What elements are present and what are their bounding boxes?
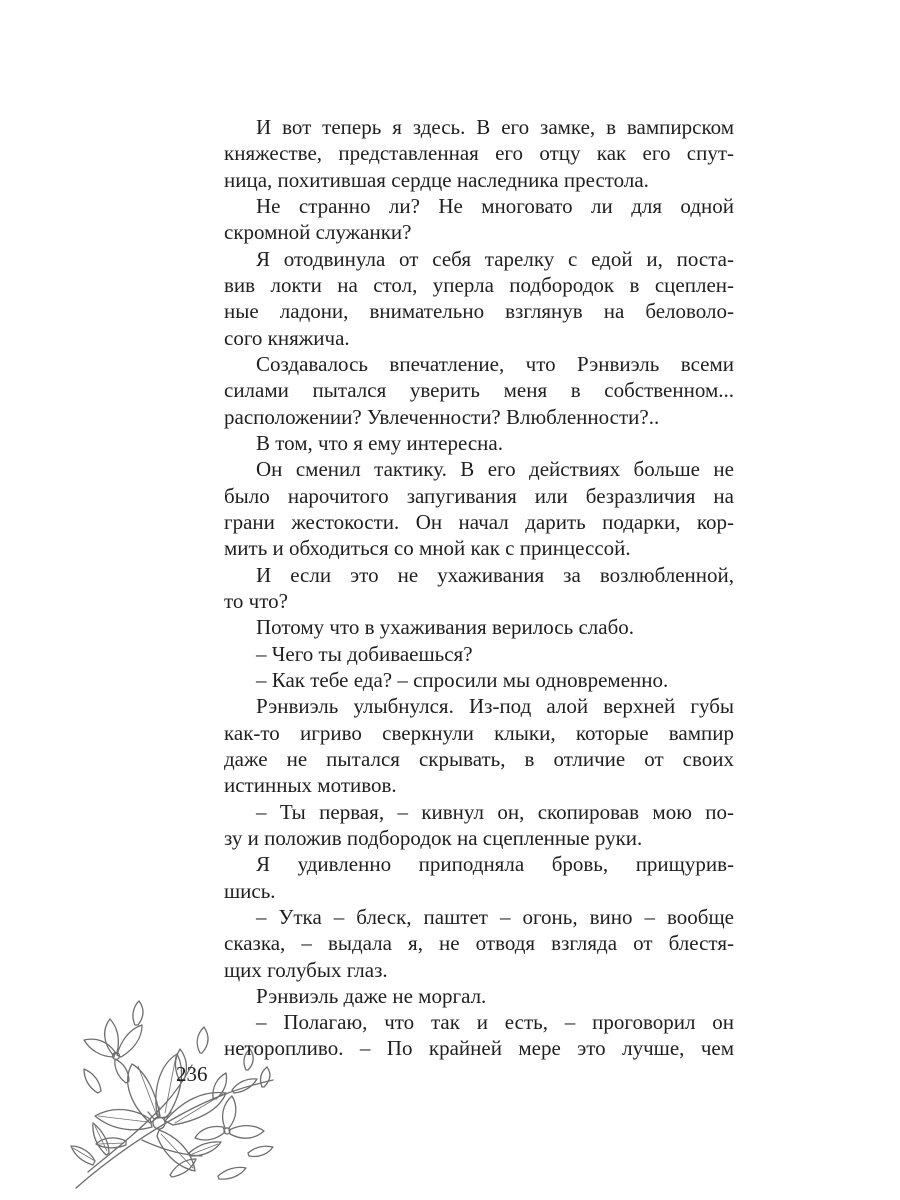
- text-line: Не странно ли? Не многовато ли для одной: [256, 193, 734, 218]
- text-line: Я отодвинула от себя тарелку с едой и, поста-: [256, 246, 734, 271]
- text-line: то что?: [224, 588, 288, 613]
- text-line: Я удивленно приподняла бровь, прищурив-: [256, 852, 734, 877]
- text-line: грани жестокости. Он начал дарить подарки, кор-: [224, 509, 734, 534]
- text-line: Рэнвиэль даже не моргал.: [256, 983, 487, 1008]
- body-text: [224, 114, 734, 1062]
- text-line: ница, похитившая сердце наследника престола.: [224, 167, 649, 192]
- text-line: зу и положив подбородок на сцепленные руки.: [224, 825, 643, 850]
- text-line: неторопливо. – По крайней мере это лучше, чем: [224, 1036, 734, 1061]
- small-flower-top: [84, 1019, 142, 1060]
- text-line: щих голубых глаз.: [224, 957, 388, 982]
- text-line: – Полагаю, что так и есть, – проговорил он: [256, 1010, 734, 1035]
- text-line: – Чего ты добиваешься?: [256, 641, 473, 666]
- text-line: вив локти на стол, уперла подбородок в сцеплен-: [224, 272, 734, 297]
- text-line: как-то игриво сверкнули клыки, которые вампир: [224, 720, 734, 745]
- text-line: – Утка – блеск, паштет – огонь, вино – вообще: [256, 904, 734, 929]
- text-line: шись.: [224, 878, 276, 903]
- text-line: И если это не ухаживания за возлюбленной,: [256, 562, 734, 587]
- text-line: В том, что я ему интересна.: [256, 430, 503, 455]
- text-line: ные ладони, внимательно взглянув на беловоло-: [224, 299, 734, 324]
- text-line: расположении? Увлеченности? Влюбленности?..: [224, 404, 660, 429]
- text-line: даже не пытался скрывать, в отличие от своих: [224, 746, 734, 771]
- text-line: Создавалось впечатление, что Рэнвиэль всеми: [256, 351, 734, 376]
- text-line: Рэнвиэль улыбнулся. Из-под алой верхней губы: [256, 694, 734, 719]
- page-number: 236: [176, 1062, 208, 1086]
- text-line: И вот теперь я здесь. В его замке, в вампирском: [256, 115, 734, 139]
- text-line: Потому что в ухаживания верилось слабо.: [256, 615, 634, 640]
- text-line: княжестве, представленная его отцу как его спут-: [224, 141, 734, 166]
- text-line: – Ты первая, – кивнул он, скопировав мою по-: [256, 799, 734, 824]
- text-line: Он сменил тактику. В его действиях больше не: [256, 457, 734, 482]
- text-line: сказка, – выдала я, не отводя взгляда от блестя-: [224, 931, 734, 956]
- text-line: – Как тебе еда? – спросили мы одновременно.: [256, 667, 669, 692]
- text-line: было нарочитого запугивания или безразличия на: [224, 483, 734, 508]
- text-line: силами пытался уверить меня в собственном...: [224, 378, 734, 403]
- text-line: истинных мотивов.: [224, 773, 397, 798]
- text-line: скромной служанки?: [224, 220, 412, 245]
- text-line: сого княжича.: [224, 325, 350, 350]
- text-line: мить и обходиться со мной как с принцессой.: [224, 536, 631, 561]
